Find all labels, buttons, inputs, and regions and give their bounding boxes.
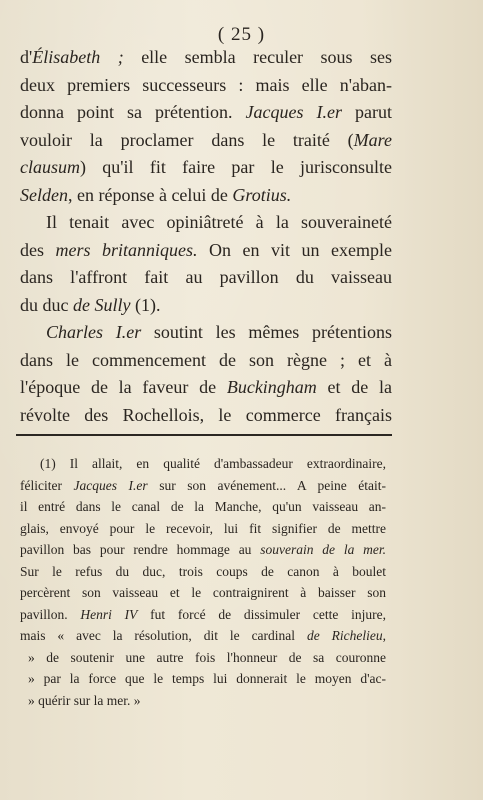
footnote-line	[20, 518, 386, 540]
text-run: ) qu'il fit faire par le jurisconsulte	[80, 157, 392, 177]
text-run: des	[20, 239, 56, 260]
text-run: soutint les mêmes prétentions	[141, 322, 392, 342]
italic-text: Jacques I.er	[73, 477, 148, 493]
text-line	[20, 209, 392, 237]
text-run: fut forcé de dissimuler cette injure,	[137, 606, 386, 622]
footnote-line	[20, 582, 386, 604]
text-run: (1).	[130, 294, 161, 315]
italic-text: Élisabeth ;	[32, 47, 124, 67]
text-run: féliciter	[20, 477, 74, 493]
text-line	[20, 72, 392, 100]
italic-text: de Richelieu	[306, 628, 383, 643]
text-run: Il tenait avec opiniâtreté à la souveraineté	[46, 212, 392, 232]
italic-text: Henri IV	[80, 606, 138, 622]
text-run: l'époque de la faveur de	[20, 377, 227, 397]
text-run: mais « avec la résolution, dit le cardinal	[20, 628, 307, 643]
footnote-line	[20, 561, 386, 583]
footnote-line	[20, 539, 386, 561]
text-run: (1) Il allait, en qualité d'ambassadeur extraordinaire,	[40, 456, 386, 471]
text-run: » de soutenir une autre fois l'honneur de sa couronne	[28, 649, 386, 665]
text-run: donna point sa prétention.	[20, 102, 246, 122]
text-run: ,	[382, 628, 386, 643]
italic-text: de Sully	[73, 294, 131, 315]
text-run: On en vit un exemple	[197, 239, 392, 260]
italic-text: souverain de la mer.	[260, 542, 386, 557]
text-run: pavillon bas pour rendre hommage au	[20, 542, 261, 557]
text-run: dans le commencement de son règne ; et à	[20, 349, 392, 370]
text-line	[20, 127, 392, 155]
footnote-line	[20, 625, 386, 647]
footnote-line	[20, 453, 386, 475]
text-run: il entré dans le canal de la Manche, qu'un vaisseau an-	[20, 499, 386, 514]
text-run: du duc	[20, 294, 73, 315]
italic-text: Charles I.er	[46, 322, 142, 342]
page-number: ( 25 )	[217, 24, 266, 45]
footnote-line	[20, 668, 386, 690]
text-line	[20, 154, 392, 182]
footnote-block	[20, 453, 386, 711]
italic-text: Grotius.	[232, 184, 292, 205]
italic-text: Buckingham	[226, 377, 317, 397]
text-line	[20, 402, 392, 430]
text-line	[20, 374, 392, 402]
italic-text: mers britanniques.	[55, 239, 198, 260]
text-run: Sur le refus du duc, trois coups de canon à boulet	[20, 563, 386, 579]
italic-text: Mare	[353, 129, 392, 150]
text-line	[20, 264, 392, 292]
text-line	[20, 44, 392, 72]
text-run: d'	[20, 47, 33, 67]
text-run: , en réponse à celui de	[67, 184, 233, 205]
footnote-line	[20, 496, 386, 518]
text-run: révolte des Rochellois, le commerce français	[20, 404, 392, 425]
text-run: elle sembla reculer sous ses	[123, 47, 392, 67]
text-line	[20, 292, 392, 320]
text-run: percèrent son vaisseau et le contraignirent à baisser son	[20, 585, 386, 600]
footnote-separator	[16, 434, 392, 436]
text-run: vouloir la proclamer dans le traité (	[20, 129, 354, 150]
text-run: dans l'affront fait au pavillon du vaisseau	[20, 267, 392, 287]
text-run: et de la	[316, 377, 392, 397]
text-run: pavillon.	[20, 606, 81, 622]
text-run: » quérir sur la mer. »	[28, 692, 141, 708]
italic-text: Jacques I.er	[245, 102, 342, 122]
text-run: » par la force que le temps lui donnerait le moyen d'ac-	[28, 671, 386, 686]
text-line	[20, 319, 392, 347]
italic-text: clausum	[20, 157, 80, 177]
text-line	[20, 347, 392, 375]
text-run: glais, envoyé pour le recevoir, lui fit signifier de mettre	[20, 520, 386, 536]
text-line	[20, 99, 392, 127]
text-line	[20, 237, 392, 265]
main-text-block	[20, 44, 392, 429]
footnote-line	[20, 475, 386, 497]
footnote-line	[20, 647, 386, 669]
text-run: sur son avénement... A peine était-	[147, 477, 386, 493]
italic-text: Selden	[20, 184, 68, 205]
text-run: parut	[342, 102, 392, 122]
text-line	[20, 182, 392, 210]
text-run: deux premiers successeurs : mais elle n'aban-	[20, 74, 392, 95]
footnote-line	[20, 604, 386, 626]
footnote-line	[20, 690, 386, 712]
